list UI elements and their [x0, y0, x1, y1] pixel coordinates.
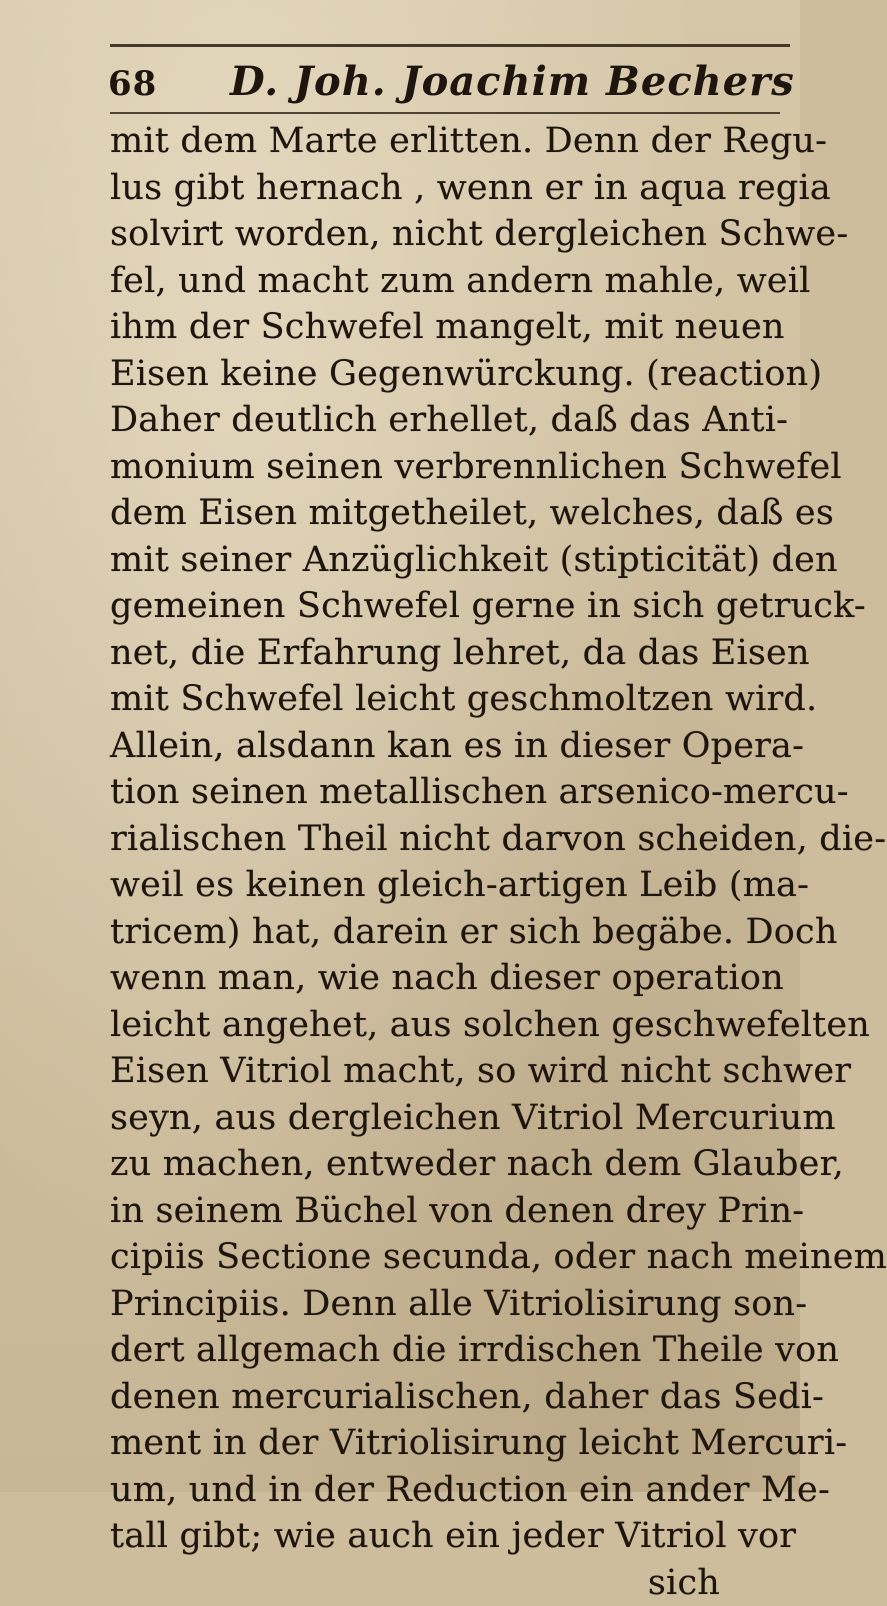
text-line: fel, und macht zum andern mahle, weil	[110, 258, 790, 305]
text-line: monium seinen verbrennlichen Schwefel	[110, 444, 790, 491]
text-line: leicht angehet, aus solchen geschwefelten	[110, 1002, 790, 1049]
text-line: Allein, alsdann kan es in dieser Opera-	[110, 723, 790, 770]
text-line: ihm der Schwefel mangelt, mit neuen	[110, 304, 790, 351]
text-line: Eisen Vitriol macht, so wird nicht schwer	[110, 1048, 790, 1095]
text-line: tion seinen metallischen arsenico-mercu-	[110, 769, 790, 816]
text-line: Daher deutlich erhellet, daß das Anti-	[110, 397, 790, 444]
page-number: 68	[108, 64, 157, 104]
text-line: seyn, aus dergleichen Vitriol Mercurium	[110, 1095, 790, 1142]
text-line: ment in der Vitriolisirung leicht Mercuri-	[110, 1420, 790, 1467]
text-line: tall gibt; wie auch ein jeder Vitriol vor	[110, 1513, 790, 1560]
text-line: tricem) hat, darein er sich begäbe. Doch	[110, 909, 790, 956]
text-line: sich	[110, 1560, 790, 1606]
text-line: zu machen, entweder nach dem Glauber,	[110, 1141, 790, 1188]
text-line: Principiis. Denn alle Vitriolisirung son-	[110, 1281, 790, 1328]
text-line: rialischen Theil nicht darvon scheiden, die-	[110, 816, 790, 863]
text-line: in seinem Büchel von denen drey Prin-	[110, 1188, 790, 1235]
text-line: gemeinen Schwefel gerne in sich getruck-	[110, 583, 790, 630]
text-line: wenn man, wie nach dieser operation	[110, 955, 790, 1002]
text-line: denen mercurialischen, daher das Sedi-	[110, 1374, 790, 1421]
text-line: Eisen keine Gegenwürckung. (reaction)	[110, 351, 790, 398]
text-line: cipiis Sectione secunda, oder nach meinem	[110, 1234, 790, 1281]
header-rule	[110, 112, 780, 114]
text-line: solvirt worden, nicht dergleichen Schwe-	[110, 211, 790, 258]
text-line: net, die Erfahrung lehret, da das Eisen	[110, 630, 790, 677]
top-rule	[110, 44, 790, 47]
text-line: weil es keinen gleich-artigen Leib (ma-	[110, 862, 790, 909]
running-head: D. Joh. Joachim Bechers	[230, 58, 795, 105]
text-line: mit dem Marte erlitten. Denn der Regu-	[110, 118, 790, 165]
body-text	[110, 118, 790, 1606]
page-header	[108, 58, 788, 108]
text-line: dem Eisen mitgetheilet, welches, daß es	[110, 490, 790, 537]
text-line: dert allgemach die irrdischen Theile von	[110, 1327, 790, 1374]
text-line: um, und in der Reduction ein ander Me-	[110, 1467, 790, 1514]
text-line: mit Schwefel leicht geschmoltzen wird.	[110, 676, 790, 723]
text-line: lus gibt hernach , wenn er in aqua regia	[110, 165, 790, 212]
text-line: mit seiner Anzüglichkeit (stipticität) den	[110, 537, 790, 584]
